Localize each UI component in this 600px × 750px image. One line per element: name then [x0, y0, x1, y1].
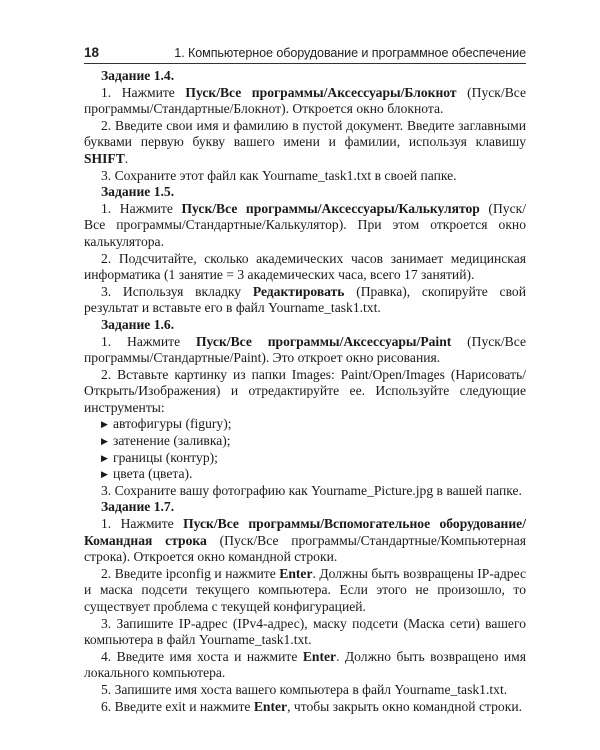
task-1-5-title: Задание 1.5.	[101, 184, 175, 200]
task-1-4-step-1: 1. Нажмите Пуск/Все программы/Аксессуары/Блокнот (Пуск/Все программы/Стандартные/Блокнот). Откроется окно блокнота.	[84, 84, 526, 117]
list-item: ▶ цвета (цвета).	[101, 466, 193, 482]
task-1-5-step-2: 2. Подсчитайте, сколько академических часов занимает медицинская информатика (1 занятие = 3 академических часа, всего 17 занятий).	[84, 250, 526, 283]
task-1-6-title: Задание 1.6.	[101, 316, 175, 332]
task-1-7-step-3: 3. Запишите IP-адрес (IPv4-адрес), маску подсети (Маска сети) вашего компьютера в файл Yourname_task1.txt.	[84, 615, 526, 648]
page-number: 18	[84, 45, 100, 60]
task-1-7-title: Задание 1.7.	[101, 499, 175, 515]
list-item: ▶ границы (контур);	[101, 449, 218, 465]
task-1-7-step-4: 4. Введите имя хоста и нажмите Enter. Должно быть возвращено имя локального компьютера.	[84, 648, 527, 681]
list-item: ▶ автофигуры (figury);	[101, 416, 232, 432]
triangle-bullet-icon: ▶	[101, 419, 108, 430]
task-1-7-step-6: 6. Введите exit и нажмите Enter, чтобы закрыть окно командной строки.	[101, 698, 522, 714]
task-1-5-step-3: 3. Используя вкладку Редактировать (Правка), скопируйте свой результат и вставьте его в файл Yourname_task1.txt.	[84, 283, 526, 316]
task-1-4-step-3: 3. Сохраните этот файл как Yourname_task1.txt в своей папке.	[101, 167, 457, 183]
task-1-4-title: Задание 1.4.	[101, 68, 175, 83]
running-header	[84, 40, 526, 60]
task-1-7-step-2: 2. Введите ipconfig и нажмите Enter. Должны быть возвращены IP-адрес и маска подсети текущего компьютера. Если этого не произошло, то существует проблема с текущей конфигурацией.	[84, 565, 526, 614]
header-rule	[84, 63, 526, 64]
triangle-bullet-icon: ▶	[101, 436, 108, 447]
triangle-bullet-icon: ▶	[101, 452, 108, 463]
task-1-6-step-1: 1. Нажмите Пуск/Все программы/Аксессуары/Paint (Пуск/Все программы/Стандартные/Paint). Это откроет окно рисования.	[84, 333, 526, 366]
page-body	[84, 68, 526, 715]
task-1-6-step-2: 2. Вставьте картинку из папки Images: Paint/Open/Images (Нарисовать/Открыть/Изображения) и отредактируйте ее. Используйте следующие инструменты:	[84, 366, 526, 415]
task-1-4-step-2: 2. Введите свои имя и фамилию в пустой документ. Введите заглавными буквами первую букву вашего имени и фамилии, используя клавишу SHIFT.	[84, 117, 526, 166]
task-1-5-step-1: 1. Нажмите Пуск/Все программы/Аксессуары/Калькулятор (Пуск/Все программы/Стандартные/Калькулятор). При этом откроется окно калькулятора.	[84, 200, 526, 249]
task-1-7-step-1: 1. Нажмите Пуск/Все программы/Вспомогательное оборудование/Командная строка (Пуск/Все программы/Стандартные/Компьютерная строка). Откроется окно командной строки.	[84, 516, 526, 565]
triangle-bullet-icon: ▶	[101, 469, 108, 480]
list-item: ▶ затенение (заливка);	[101, 433, 231, 449]
task-1-7-step-5: 5. Запишите имя хоста вашего компьютера в файл Yourname_task1.txt.	[101, 681, 508, 697]
chapter-title: 1. Компьютерное оборудование и программное обеспечение	[174, 46, 526, 60]
task-1-6-step-3: 3. Сохраните вашу фотографию как Yourname_Picture.jpg в вашей папке.	[101, 482, 522, 498]
